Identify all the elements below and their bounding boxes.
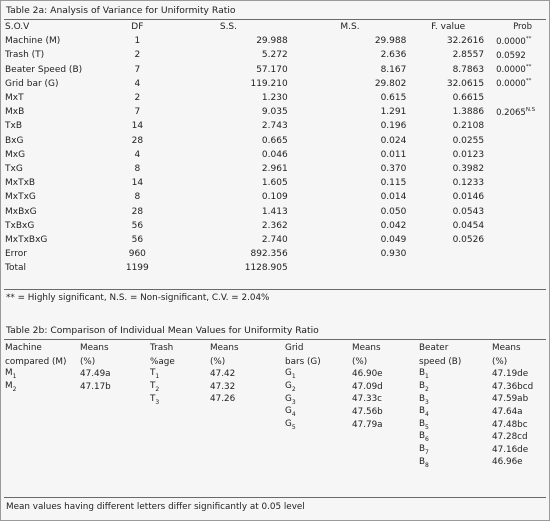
mean-value-cell: 47.33c	[352, 394, 383, 405]
means-row	[5, 381, 542, 394]
ms-cell: 0.024	[380, 135, 407, 146]
prob-value: 0.0000	[496, 36, 526, 47]
level-cell	[150, 368, 210, 381]
mean-value-cell	[210, 418, 285, 431]
level-cell	[419, 406, 492, 419]
means-row	[5, 418, 542, 431]
ss-cell: 9.035	[261, 107, 288, 118]
means-row	[5, 431, 542, 444]
ss-cell: 0.109	[261, 192, 288, 203]
mean-value-cell: 47.16de	[492, 444, 529, 455]
df-cell: 28	[131, 206, 144, 217]
level-cell	[419, 393, 492, 406]
prob-cell	[490, 190, 549, 204]
level-cell	[419, 381, 492, 394]
level-cell	[150, 431, 210, 444]
level-index: 7	[425, 448, 429, 456]
means-header-cell: Beater	[419, 343, 449, 353]
table2-top-rule	[4, 339, 546, 340]
fvalue-cell: 2.8557	[452, 50, 485, 61]
df-cell: 56	[131, 234, 144, 245]
df-cell: 14	[131, 178, 144, 189]
mean-value-cell	[80, 393, 150, 406]
level-index: 1	[425, 373, 429, 381]
mean-value-cell: 47.49a	[80, 369, 111, 380]
level-letter: M	[5, 381, 13, 392]
ss-cell: 5.272	[261, 50, 288, 61]
prob-cell	[490, 247, 549, 261]
ms-cell: 8.167	[380, 64, 407, 75]
df-cell: 1199	[125, 263, 149, 274]
df-cell: 2	[134, 93, 141, 104]
level-letter: T	[150, 368, 156, 379]
prob-cell	[490, 204, 549, 218]
fvalue-cell	[412, 261, 490, 275]
prob-cell	[490, 91, 549, 105]
prob-cell	[490, 34, 549, 48]
header-fvalue: F. value	[431, 22, 466, 33]
ms-cell: 2.636	[380, 50, 407, 61]
ss-cell: 1.605	[261, 178, 288, 189]
mean-value-cell	[210, 444, 285, 457]
anova-row	[5, 34, 549, 48]
ms-cell: 0.011	[380, 149, 407, 160]
level-cell	[5, 381, 80, 394]
ms-cell: 0.050	[380, 206, 407, 217]
means-subheader-cell: %age	[150, 356, 175, 367]
prob-cell	[490, 162, 549, 176]
means-subheader-cell: bars (G)	[285, 356, 321, 367]
level-letter: B	[419, 393, 426, 404]
ms-cell: 1.291	[380, 107, 407, 118]
mean-value-cell	[352, 431, 419, 444]
means-row	[5, 444, 542, 457]
mean-value-cell	[210, 456, 285, 469]
df-cell: 7	[134, 64, 141, 75]
level-letter: T	[150, 393, 156, 404]
anova-row	[5, 119, 549, 133]
means-subheader-cell: compared (M)	[5, 356, 67, 367]
level-index: 6	[425, 436, 429, 444]
ms-cell: 0.042	[380, 220, 407, 231]
level-cell	[5, 431, 80, 444]
mean-value-cell: 47.28cd	[492, 432, 528, 443]
table2-footer: Mean values having different letters differ significantly at 0.05 level	[6, 502, 305, 512]
header-ms: M.S.	[340, 22, 360, 33]
ss-cell: 2.740	[261, 234, 288, 245]
prob-cell	[490, 219, 549, 233]
sov-cell: TxG	[5, 163, 23, 174]
sov-cell: BxG	[5, 135, 24, 146]
fvalue-cell	[412, 247, 490, 261]
level-letter: B	[419, 381, 426, 392]
mean-value-cell	[80, 444, 150, 457]
anova-row	[5, 63, 549, 77]
df-cell: 8	[134, 192, 141, 203]
means-table	[5, 341, 542, 469]
mean-value-cell: 47.48bc	[492, 419, 528, 430]
df-cell: 2	[134, 50, 141, 61]
level-index: 3	[291, 398, 296, 406]
header-df: DF	[131, 22, 144, 33]
level-cell	[150, 393, 210, 406]
fvalue-cell: 0.0123	[452, 149, 485, 160]
prob-value: 0.2065	[496, 107, 526, 118]
table2-bottom-rule	[4, 497, 546, 498]
means-subheader-cell: (%)	[492, 356, 508, 367]
anova-row	[5, 48, 549, 62]
mean-value-cell	[80, 456, 150, 469]
prob-value: 0.0592	[496, 50, 526, 61]
level-cell	[150, 456, 210, 469]
anova-row	[5, 204, 549, 218]
level-cell	[419, 444, 492, 457]
level-cell	[285, 381, 352, 394]
fvalue-cell: 0.0526	[452, 234, 485, 245]
level-cell	[419, 431, 492, 444]
mean-value-cell: 47.56b	[352, 407, 383, 418]
anova-row	[5, 261, 549, 275]
level-index: 2	[155, 385, 160, 393]
fvalue-cell: 0.6615	[452, 93, 485, 104]
means-row	[5, 406, 542, 419]
df-cell: 4	[134, 78, 141, 89]
fvalue-cell: 0.0454	[452, 220, 485, 231]
ss-cell: 2.743	[261, 121, 288, 132]
sov-cell: MxTxBxG	[5, 234, 48, 245]
level-letter: B	[419, 406, 426, 417]
mean-value-cell: 47.19de	[492, 369, 529, 380]
ss-cell: 892.356	[250, 249, 288, 260]
ms-cell: 0.615	[380, 93, 407, 104]
mean-value-cell: 46.90e	[352, 369, 383, 380]
sov-cell: Grid bar (G)	[5, 78, 59, 89]
df-cell: 56	[131, 220, 144, 231]
sov-cell: Total	[5, 263, 27, 274]
sov-cell: MxBxG	[5, 206, 37, 217]
mean-value-cell: 47.59ab	[492, 394, 529, 405]
level-index: 5	[425, 423, 429, 431]
table2-caption: Table 2b: Comparison of Individual Mean Values for Uniformity Ratio	[6, 325, 319, 336]
prob-cell	[490, 119, 549, 133]
fvalue-cell: 32.0615	[446, 78, 485, 89]
level-cell	[150, 418, 210, 431]
mean-value-cell	[80, 418, 150, 431]
fvalue-cell: 0.0146	[452, 192, 485, 203]
means-header-row-2	[5, 355, 542, 368]
prob-value: 0.0000	[496, 79, 526, 90]
mean-value-cell	[210, 406, 285, 419]
level-letter: B	[419, 368, 426, 379]
mean-value-cell	[352, 456, 419, 469]
df-cell: 1	[134, 36, 141, 47]
ms-cell	[294, 261, 413, 275]
level-cell	[285, 456, 352, 469]
mean-value-cell	[352, 444, 419, 457]
means-header-cell: Means	[80, 343, 109, 353]
sov-cell: TxBxG	[5, 220, 35, 231]
anova-header-row	[5, 20, 549, 34]
prob-value: 0.0000	[496, 65, 526, 76]
sov-cell: Error	[5, 249, 27, 260]
level-index: 3	[155, 398, 160, 406]
fvalue-cell: 0.0255	[452, 135, 485, 146]
level-index: 4	[425, 410, 429, 418]
prob-significance-mark: N.S	[525, 106, 536, 113]
level-index: 1	[12, 373, 17, 381]
level-index: 2	[291, 385, 296, 393]
fvalue-cell: 0.1233	[452, 178, 485, 189]
level-letter: B	[419, 418, 426, 429]
mean-value-cell: 47.42	[210, 369, 236, 380]
level-letter: B	[419, 431, 426, 442]
fvalue-cell: 0.3982	[452, 163, 485, 174]
level-cell	[5, 418, 80, 431]
ms-cell: 29.988	[374, 36, 407, 47]
sov-cell: Beater Speed (B)	[5, 64, 83, 75]
table1-caption: Table 2a: Analysis of Variance for Uniformity Ratio	[6, 5, 236, 16]
level-index: 8	[425, 461, 429, 469]
df-cell: 7	[134, 107, 141, 118]
means-subheader-cell: (%)	[352, 356, 368, 367]
means-header-cell: Means	[492, 343, 521, 353]
sov-cell: Trash (T)	[5, 50, 45, 61]
prob-significance-mark: **	[525, 64, 532, 71]
anova-row	[5, 77, 549, 91]
ss-cell: 1.230	[261, 93, 288, 104]
prob-cell	[490, 233, 549, 247]
fvalue-cell: 32.2616	[446, 36, 485, 47]
means-header-cell: Machine	[5, 343, 42, 353]
header-sov: S.O.V	[5, 22, 30, 33]
means-subheader-cell: (%)	[210, 356, 226, 367]
ss-cell: 2.362	[261, 220, 288, 231]
ss-cell: 2.961	[261, 163, 288, 174]
ss-cell: 1.413	[261, 206, 288, 217]
header-ss: S.S.	[219, 22, 238, 33]
anova-row	[5, 190, 549, 204]
level-letter: G	[285, 381, 292, 392]
df-cell: 14	[131, 121, 144, 132]
anova-row	[5, 219, 549, 233]
level-cell	[5, 368, 80, 381]
prob-cell	[490, 105, 549, 119]
mean-value-cell: 47.79a	[352, 419, 383, 430]
ms-cell: 29.802	[374, 78, 407, 89]
level-cell	[5, 393, 80, 406]
level-cell	[5, 444, 80, 457]
df-cell: 960	[128, 249, 146, 260]
anova-row	[5, 162, 549, 176]
ms-cell: 0.049	[380, 234, 407, 245]
mean-value-cell: 47.36bcd	[492, 381, 534, 392]
mean-value-cell	[80, 431, 150, 444]
ms-cell: 0.370	[380, 163, 407, 174]
means-header-row-1	[5, 341, 542, 355]
level-letter: G	[285, 418, 292, 429]
ss-cell: 0.046	[261, 149, 288, 160]
anova-row	[5, 148, 549, 162]
ss-cell: 0.665	[261, 135, 288, 146]
level-cell	[285, 431, 352, 444]
means-row	[5, 368, 542, 381]
df-cell: 4	[134, 149, 141, 160]
level-index: 2	[12, 385, 17, 393]
ss-cell: 1128.905	[244, 263, 288, 274]
level-cell	[419, 368, 492, 381]
prob-significance-mark: **	[525, 35, 532, 42]
sov-cell: MxT	[5, 93, 24, 104]
means-subheader-cell: speed (B)	[419, 356, 462, 367]
mean-value-cell: 46.96e	[492, 457, 523, 468]
ss-cell: 119.210	[250, 78, 288, 89]
level-cell	[5, 406, 80, 419]
means-subheader-cell: (%)	[80, 356, 96, 367]
level-letter: G	[285, 368, 292, 379]
fvalue-cell: 0.2108	[452, 121, 485, 132]
mean-value-cell: 47.09d	[352, 381, 383, 392]
anova-row	[5, 91, 549, 105]
sov-cell: Machine (M)	[5, 36, 61, 47]
header-prob: Prob	[513, 22, 532, 33]
level-letter: B	[419, 456, 426, 467]
sov-cell: MxG	[5, 149, 26, 160]
level-letter: T	[150, 381, 156, 392]
anova-row	[5, 105, 549, 119]
prob-significance-mark: **	[525, 78, 532, 85]
level-letter: M	[5, 368, 13, 379]
df-cell: 8	[134, 163, 141, 174]
anova-row	[5, 233, 549, 247]
level-letter: G	[285, 393, 292, 404]
anova-row	[5, 134, 549, 148]
level-cell	[285, 406, 352, 419]
level-cell	[419, 418, 492, 431]
level-index: 1	[155, 373, 160, 381]
ms-cell: 0.014	[380, 192, 407, 203]
ms-cell: 0.196	[380, 121, 407, 132]
mean-value-cell	[80, 406, 150, 419]
level-cell	[419, 456, 492, 469]
sov-cell: TxB	[5, 121, 22, 132]
level-cell	[285, 444, 352, 457]
fvalue-cell: 1.3886	[452, 107, 485, 118]
sov-cell: MxB	[5, 107, 25, 118]
level-cell	[150, 381, 210, 394]
means-header-cell: Means	[352, 343, 381, 353]
level-letter: B	[419, 443, 426, 454]
ms-cell: 0.115	[380, 178, 407, 189]
mean-value-cell: 47.64a	[492, 407, 523, 418]
level-cell	[150, 444, 210, 457]
mean-value-cell: 47.17b	[80, 381, 111, 392]
level-index: 3	[425, 398, 429, 406]
means-header-cell: Trash	[150, 343, 174, 353]
prob-cell	[490, 48, 549, 62]
sov-cell: MxTxB	[5, 178, 36, 189]
level-cell	[285, 393, 352, 406]
level-index: 2	[425, 385, 429, 393]
prob-cell	[490, 77, 549, 91]
prob-cell	[490, 63, 549, 77]
level-cell	[285, 418, 352, 431]
prob-cell	[490, 148, 549, 162]
means-header-cell: Grid	[285, 343, 304, 353]
prob-cell	[490, 134, 549, 148]
means-row	[5, 456, 542, 469]
level-index: 5	[291, 423, 296, 431]
sov-cell: MxTxG	[5, 192, 36, 203]
means-header-cell: Means	[210, 343, 239, 353]
fvalue-cell: 8.7863	[452, 64, 485, 75]
level-cell	[285, 368, 352, 381]
level-index: 4	[291, 410, 296, 418]
table1-bottom-rule	[4, 289, 546, 290]
anova-row	[5, 247, 549, 261]
df-cell: 28	[131, 135, 144, 146]
mean-value-cell: 47.26	[210, 394, 236, 405]
mean-value-cell: 47.32	[210, 381, 236, 392]
level-letter: G	[285, 406, 292, 417]
anova-row	[5, 176, 549, 190]
ss-cell: 29.988	[256, 36, 288, 47]
prob-cell	[490, 261, 549, 275]
fvalue-cell: 0.0543	[452, 206, 485, 217]
ms-cell: 0.930	[380, 249, 407, 260]
level-cell	[5, 456, 80, 469]
ss-cell: 57.170	[256, 64, 288, 75]
table1-note: ** = Highly significant, N.S. = Non-significant, C.V. = 2.04%	[6, 293, 270, 303]
mean-value-cell	[210, 431, 285, 444]
level-index: 1	[291, 373, 296, 381]
prob-cell	[490, 176, 549, 190]
level-cell	[150, 406, 210, 419]
anova-table	[5, 20, 549, 275]
means-row	[5, 393, 542, 406]
